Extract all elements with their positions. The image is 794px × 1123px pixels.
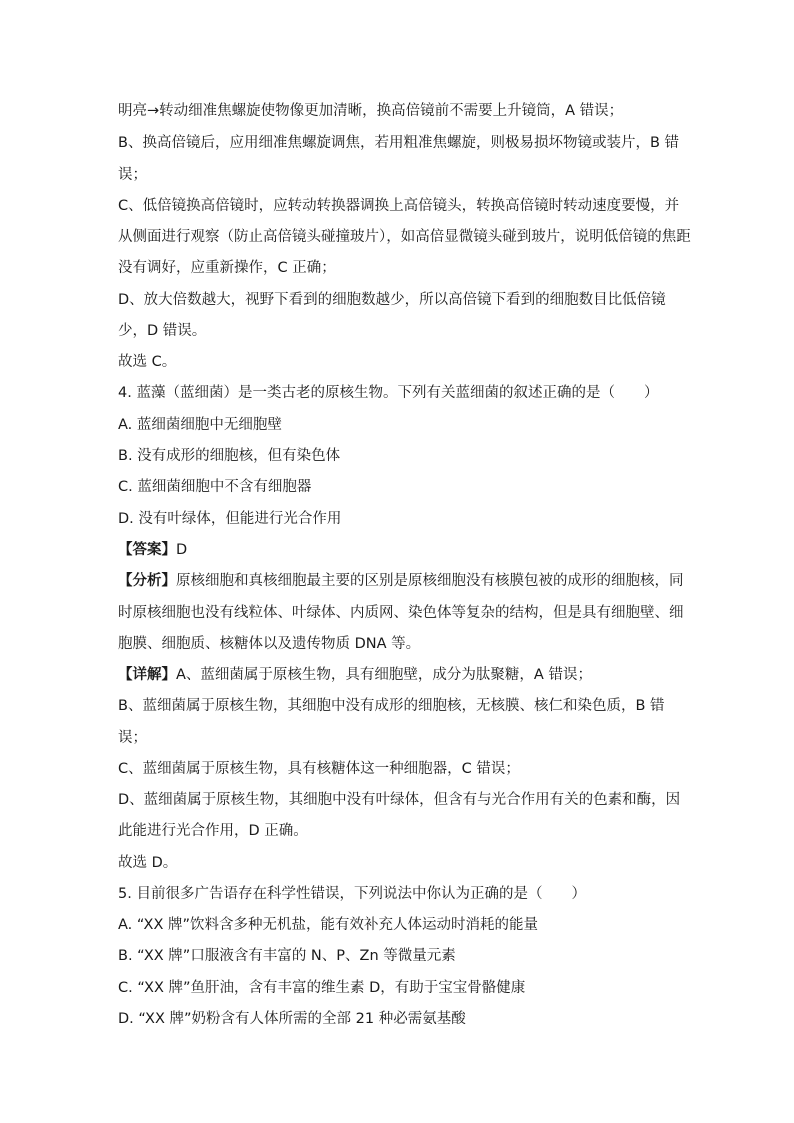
q4-option-a: A. 蓝细菌细胞中无细胞壁 (118, 417, 282, 433)
q5-option-a: A. “XX 牌”饮料含多种无机盐，能有效补充人体运动时消耗的能量 (118, 917, 539, 933)
q4-analysis-line3: 胞膜、细胞质、核糖体以及遗传物质 DNA 等。 (118, 636, 421, 652)
q3-option-a-continuation: 明亮→转动细准焦螺旋使物像更加清晰，换高倍镜前不需要上升镜筒，A 错误； (118, 103, 624, 119)
detail-tag: 【详解】 (118, 667, 176, 683)
q4-analysis-line2: 时原核细胞也没有线粒体、叶绿体、内质网、染色体等复杂的结构，但是具有细胞壁、细 (118, 605, 684, 621)
q3-option-d-line1: D、放大倍数越大，视野下看到的细胞数越少，所以高倍镜下看到的细胞数目比低倍镜 (118, 292, 666, 308)
q4-detail-c: C、蓝细菌属于原核生物，具有核糖体这一种细胞器，C 错误； (118, 761, 520, 777)
q4-option-b: B. 没有成形的细胞核，但有染色体 (118, 448, 341, 464)
q4-detail-b-line1: B、蓝细菌属于原核生物，其细胞中没有成形的细胞核，无核膜、核仁和染色质，B 错 (118, 698, 665, 714)
q5-option-b: B. “XX 牌”口服液含有丰富的 N、P、Zn 等微量元素 (118, 948, 456, 964)
detail-a-text: A、蓝细菌属于原核生物，具有细胞壁，成分为肽聚糖，A 错误； (176, 667, 592, 683)
q5-option-d: D. “XX 牌”奶粉含有人体所需的全部 21 种必需氨基酸 (118, 1011, 466, 1027)
q4-analysis-line1 (118, 571, 684, 591)
q3-option-c-line3: 没有调好，应重新操作，C 正确； (118, 260, 336, 276)
answer-value: D (176, 542, 188, 558)
q5-option-c: C. “XX 牌”鱼肝油，含有丰富的维生素 D，有助于宝宝骨骼健康 (118, 980, 526, 996)
q3-option-b-line1: B、换高倍镜后，应用细准焦螺旋调焦，若用粗准焦螺旋，则极易损坏物镜或装片，B 错 (118, 135, 680, 151)
q3-option-c-line2: 从侧面进行观察（防止高倍镜头碰撞玻片），如高倍显微镜头碰到玻片，说明低倍镜的焦距 (118, 229, 691, 245)
q5-stem: 5. 目前很多广告语存在科学性错误，下列说法中你认为正确的是（ ） (118, 886, 586, 902)
answer-tag: 【答案】 (118, 542, 176, 558)
q4-option-c: C. 蓝细菌细胞中不含有细胞器 (118, 479, 312, 495)
q4-detail-b-line2: 误； (118, 730, 147, 746)
q4-detail-a (118, 665, 592, 685)
q3-option-b-line2: 误； (118, 167, 147, 183)
q4-answer (118, 540, 187, 560)
q4-stem: 4. 蓝藻（蓝细菌）是一类古老的原核生物。下列有关蓝细菌的叙述正确的是（ ） (118, 385, 659, 401)
q4-conclusion: 故选 D。 (118, 855, 178, 871)
q3-conclusion: 故选 C。 (118, 354, 177, 370)
q3-option-c-line1: C、低倍镜换高倍镜时，应转动转换器调换上高倍镜头，转换高倍镜时转动速度要慢，并 (118, 198, 680, 214)
q4-detail-d-line1: D、蓝细菌属于原核生物，其细胞中没有叶绿体，但含有与光合作用有关的色素和酶，因 (118, 792, 681, 808)
q4-detail-d-line2: 此能进行光合作用，D 正确。 (118, 823, 308, 839)
analysis-text-1: 原核细胞和真核细胞最主要的区别是原核细胞没有核膜包被的成形的细胞核，同 (176, 573, 684, 589)
q3-option-d-line2: 少，D 错误。 (118, 323, 207, 339)
q4-option-d: D. 没有叶绿体，但能进行光合作用 (118, 511, 342, 527)
analysis-tag: 【分析】 (118, 573, 176, 589)
